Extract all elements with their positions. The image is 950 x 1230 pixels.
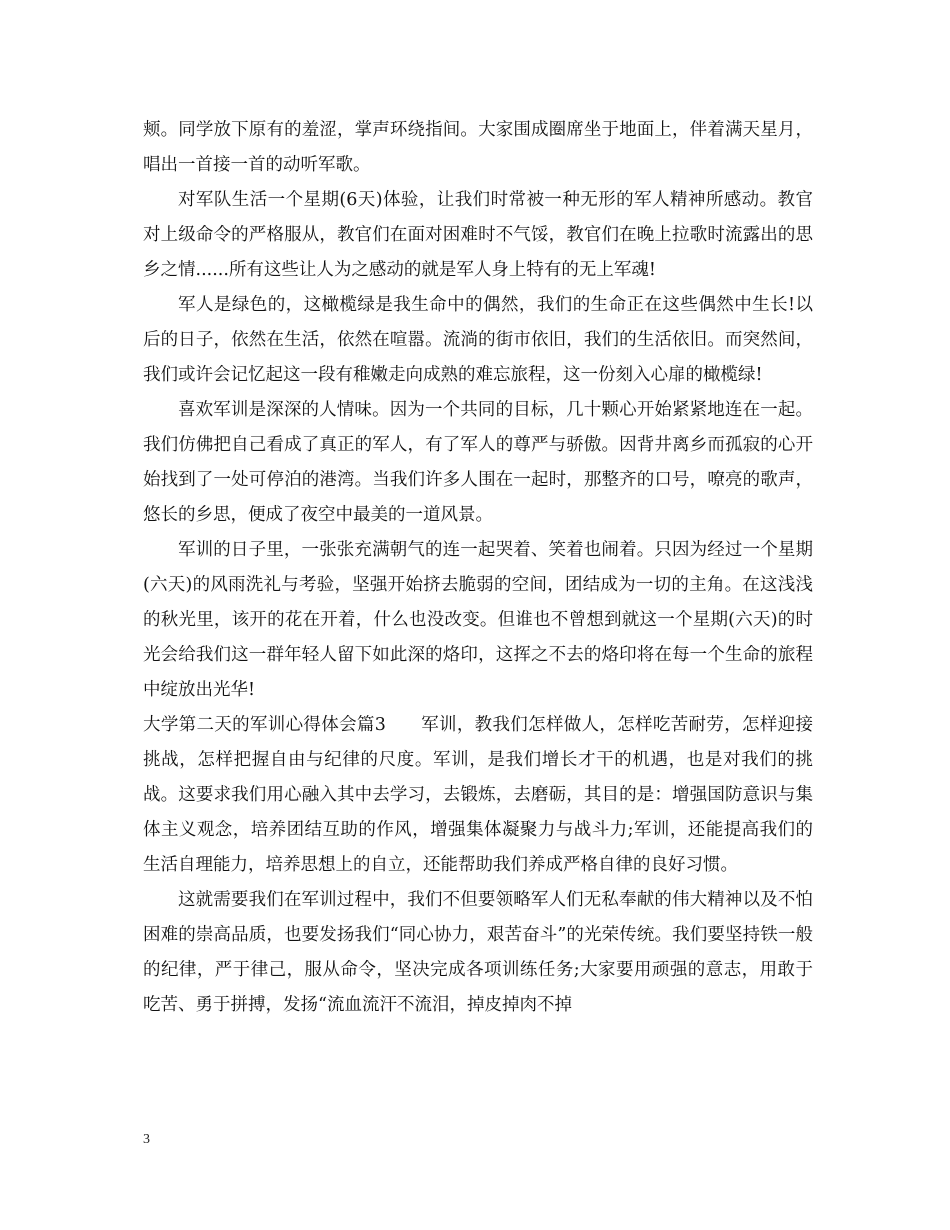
paragraph-human-warmth: 喜欢军训是深深的人情味。因为一个共同的目标，几十颗心开始紧紧地连在一起。我们仿佛把自己看成了真正的军人，有了军人的尊严与骄傲。因背井离乡而孤寂的心开始找到了一处可停泊的港湾。当我们许多人围在一起时，那整齐的口号，嘹亮的歌声，悠长的乡思，便成了夜空中最美的一道风景。 [143, 400, 813, 525]
paragraph-training-days: 军训的日子里，一张张充满朝气的连一起哭着、笑着也闹着。只因为经过一个星期(六天)的风雨洗礼与考验，坚强开始挤去脆弱的空间，团结成为一切的主角。在这浅浅的秋光里，该开的花在开着，什么也没改变。但谁也不曾想到就这一个星期(六天)的时光会给我们这一群年轻人留下如此深的烙印，这挥之不去的烙印将在每一个生命的旅程中绽放出光华! [143, 540, 813, 700]
paragraph-continued: 颊。同学放下原有的羞涩，掌声环绕指间。大家围成圈席坐于地面上，伴着满天星月，唱出一首接一首的动听军歌。 [143, 120, 813, 175]
section-first-paragraph: 军训，教我们怎样做人，怎样吃苦耐劳，怎样迎接挑战，怎样把握自由与纪律的尺度。军训，是我们增长才干的机遇，也是对我们的挑战。这要求我们用心融入其中去学习，去锻炼，去磨砺，其目的是：增强国防意识与集体主义观念，培养团结互助的作风，增强集体凝聚力与战斗力;军训，还能提高我们的生活自理能力，培养思想上的自立，还能帮助我们养成严格自律的良好习惯。 [143, 715, 813, 875]
section-heading: 大学第二天的军训心得体会篇3 [143, 715, 386, 735]
paragraph-olive-green: 军人是绿色的，这橄榄绿是我生命中的偶然，我们的生命正在这些偶然中生长!以后的日子，依然在生活，依然在喧嚣。流淌的街市依旧，我们的生活依旧。而突然间，我们或许会记忆起这一段有稚嫩走向成熟的难忘旅程，这一份刻入心扉的橄榄绿! [143, 295, 813, 385]
paragraph-discipline: 这就需要我们在军训过程中，我们不但要领略军人们无私奉献的伟大精神以及不怕困难的崇高品质，也要发扬我们“同心协力，艰苦奋斗”的光荣传统。我们要坚持铁一般的纪律，严于律己，服从命令，坚决完成各项训练任务;大家要用顽强的意志，用敢于吃苦、勇于拼搏，发扬“流血流汗不流泪，掉皮掉肉不掉 [143, 890, 813, 1015]
section-paragraph [143, 708, 813, 883]
document-body [143, 113, 813, 1023]
page-number: 3 [143, 1132, 150, 1147]
paragraph-military-spirit: 对军队生活一个星期(6天)体验，让我们时常被一种无形的军人精神所感动。教官对上级命令的严格服从，教官们在面对困难时不气馁，教官们在晚上拉歌时流露出的思乡之情......所有这些让人为之感动的就是军人身上特有的无上军魂! [143, 190, 813, 280]
